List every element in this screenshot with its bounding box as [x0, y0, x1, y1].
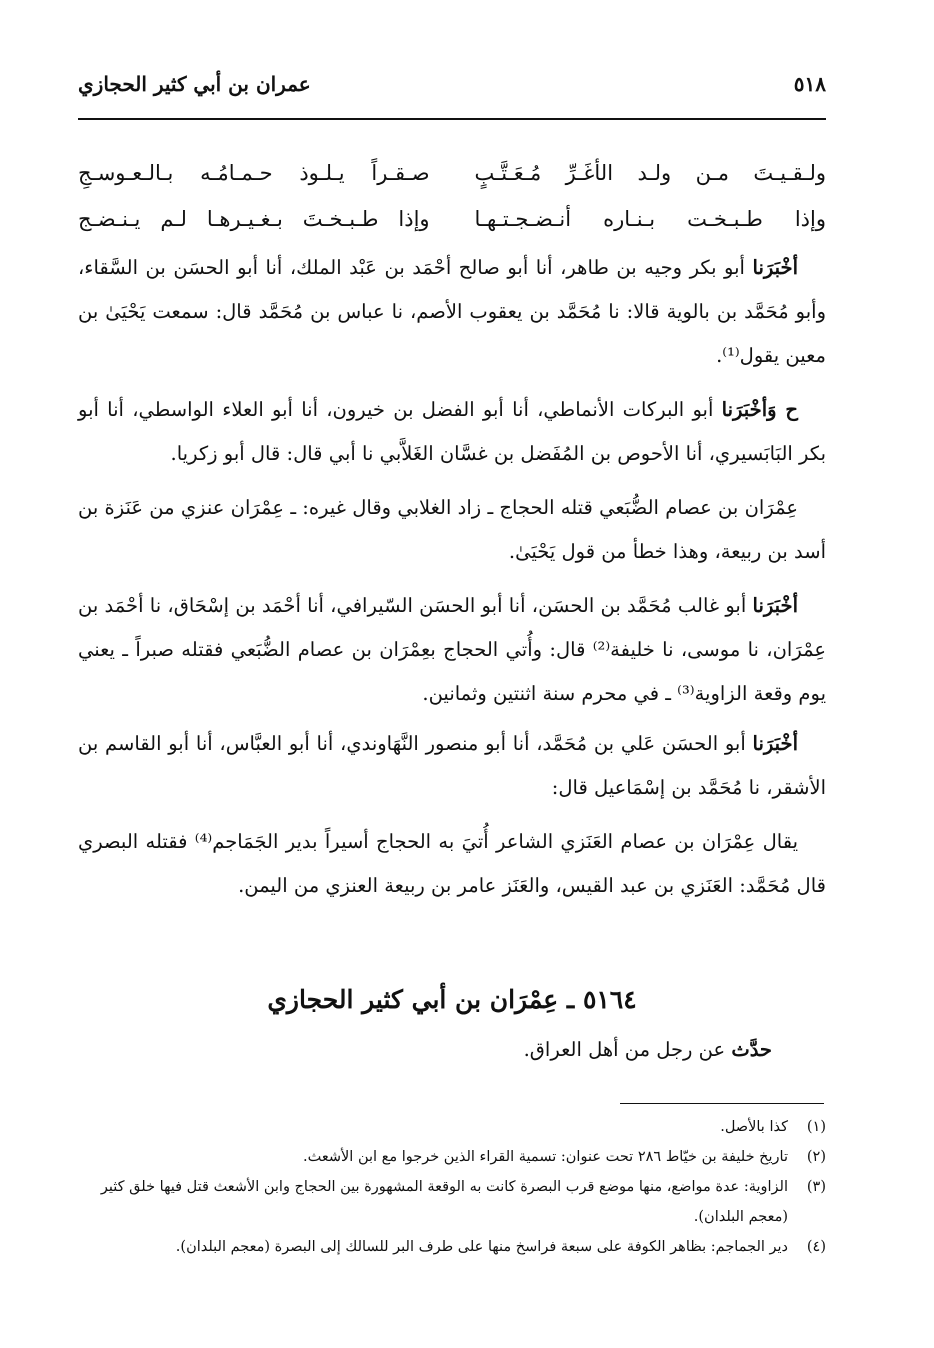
footnote	[78, 1112, 826, 1142]
footnotes	[78, 1112, 826, 1262]
page-header	[78, 72, 826, 96]
verse-1-second-hemistich: صـقـراً يـلـوذ حـمـامُـه بـالـعـوسـجِ	[78, 161, 430, 185]
paragraph-4-text: أبو غالب مُحَمَّد بن الحسَن، أنا أبو الحسَن السّيرافي، أنا أحْمَد بن إسْحَاق، نا أحْمَد بن عِمْرَان، نا موسى، نا خليفة⁽²⁾ قال: وأُتي الحجاج بعِمْرَان بن عصام الضُّبَعي فقتله صبراً ـ يعني يوم وقعة الزاوية⁽³⁾ ـ في محرم سنة اثنتين وثمانين.	[78, 594, 826, 705]
verse-1-first-hemistich: ولـقـيـتَ مـن ولـد الأغَـرِّ مُـعَـتَّـبٍ	[474, 161, 826, 185]
paragraph-5-keyword: أخْبَرَنا	[752, 732, 798, 755]
header-divider	[78, 118, 826, 120]
paragraph-2-text: أبو البركات الأنماطي، أنا أبو الفضل بن خيرون، أنا أبو العلاء الواسطي، أنا أبو بكر البَابَسيري، أنا الأحوص بن المُفَضل بن غسَّان الغَلاَّبي نا أبي قال: قال أبو زكريا.	[78, 398, 826, 465]
paragraph-6-text: يقال عِمْرَان بن عصام العَنَزي الشاعر أُتيَ به الحجاج أسيراً بدير الجَمَاجم⁽⁴⁾ فقتله البصري قال مُحَمَّد: العَنَزي بن عبد القيس، والعَنَز عامر بن ربيعة العنزي من اليمن.	[78, 830, 826, 897]
footnote-text: الزاوية: عدة مواضع، منها موضع قرب البصرة كانت به الوقعة المشهورة بين الحجاج وابن الأشعث قتل فيها خلق كثير (معجم البلدان).	[100, 1179, 788, 1225]
footnote-divider	[620, 1103, 824, 1104]
page-number: ٥١٨	[793, 72, 826, 96]
entry-body: عن رجل من أهل العراق.	[523, 1038, 732, 1061]
paragraph-6	[78, 820, 826, 908]
paragraph-1	[78, 246, 826, 378]
footnote	[78, 1142, 826, 1172]
footnote-text: تاريخ خليفة بن خيّاط ٢٨٦ تحت عنوان: تسمية القراء الذين خرجوا مع ابن الأشعث.	[303, 1149, 788, 1165]
paragraph-2-keyword: ح وَأخْبَرَنا	[721, 398, 798, 421]
paragraph-3-text: عِمْرَان بن عصام الضُّبَعي قتله الحجاج ـ زاد الغلابي وقال غيره: ـ عِمْرَان عنزي من عَنَزة بن أسد بن ربيعة، وهذا خطأ من قول يَحْيَىٰ.	[78, 496, 826, 563]
entry-keyword: حدَّث	[731, 1038, 772, 1061]
footnote-number: (٣)	[806, 1179, 826, 1195]
verse-2-second-hemistich: وإذا طـبـخـتَ بـغـيـرهـا لـم يـنـضـج	[78, 207, 430, 231]
paragraph-5-text: أبو الحسَن عَلي بن مُحَمَّد، أنا أبو منصور النَّهَاوندي، أنا أبو العبَّاس، أنا أبو القاسم بن الأشقر، نا مُحَمَّد بن إسْمَاعيل قال:	[78, 732, 826, 799]
running-title: عمران بن أبي كثير الحجازي	[78, 72, 311, 96]
paragraph-4-keyword: أخْبَرَنا	[752, 594, 798, 617]
paragraph-3	[78, 486, 826, 574]
footnote-number: (٢)	[806, 1149, 826, 1165]
poem	[78, 150, 826, 242]
main-text	[78, 246, 826, 918]
paragraph-2	[78, 388, 826, 476]
footnote	[78, 1172, 826, 1232]
paragraph-1-keyword: أخْبَرَنا	[752, 256, 798, 279]
footnote-text: كذا بالأصل.	[720, 1119, 788, 1135]
poem-verse-2	[78, 196, 826, 242]
footnote-number: (٤)	[806, 1239, 826, 1255]
footnote	[78, 1232, 826, 1262]
paragraph-1-text: أبو بكر وجيه بن طاهر، أنا أبو صالح أحْمَد بن عَبْد الملك، أنا أبو الحسَن بن السَّقاء، وأبو مُحَمَّد بن بالوية قالا: نا مُحَمَّد بن يعقوب الأصم، نا عباس بن مُحَمَّد قال: سمعت يَحْيَىٰ بن معين يقول⁽¹⁾.	[78, 256, 826, 367]
paragraph-5	[78, 722, 826, 810]
footnote-number: (١)	[806, 1119, 826, 1135]
verse-2-first-hemistich: وإذا طـبـخـت بـنـاره أنـضـجـتـهـا	[474, 207, 826, 231]
footnote-text: دير الجماجم: بظاهر الكوفة على سبعة فراسخ منها على طرف البر للسالك إلى البصرة (معجم البلدان).	[175, 1239, 788, 1255]
paragraph-4	[78, 584, 826, 716]
poem-verse-1	[78, 150, 826, 196]
entry-heading: ٥١٦٤ ـ عِمْرَان بن أبي كثير الحجازي	[267, 985, 637, 1014]
entry-text	[78, 1038, 826, 1061]
